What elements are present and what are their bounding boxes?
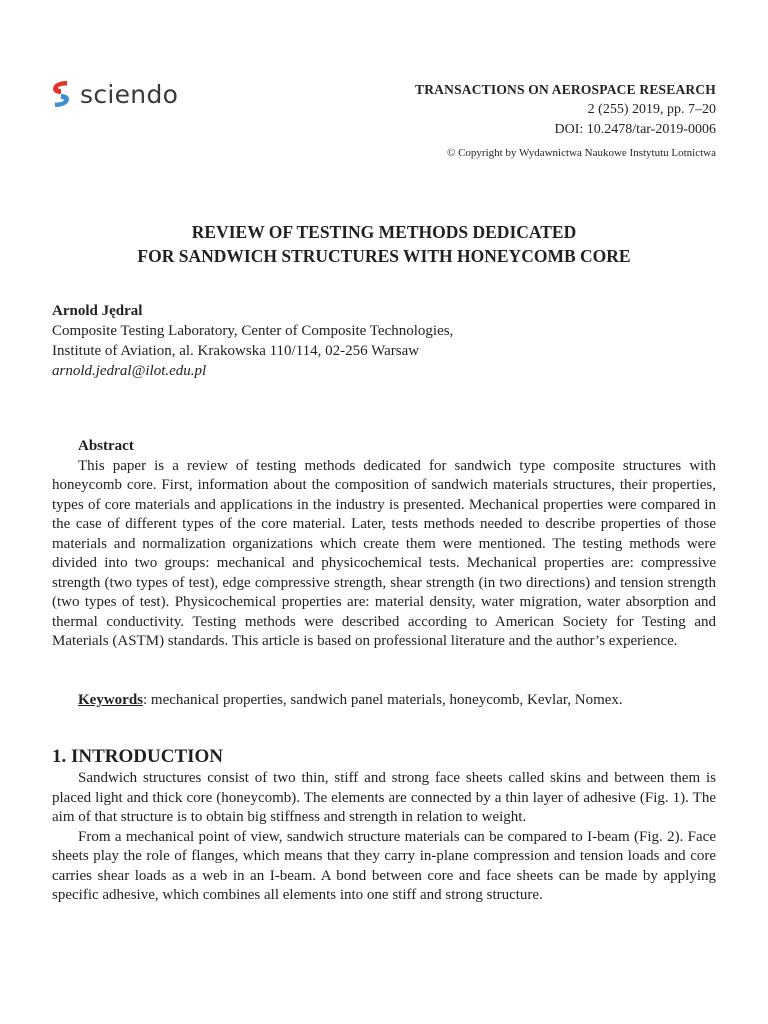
abstract-section bbox=[52, 437, 716, 652]
author-block bbox=[52, 301, 453, 381]
journal-issue: 2 (255) 2019, pp. 7–20 bbox=[587, 102, 716, 117]
author-affiliation-1: Composite Testing Laboratory, Center of Composite Technologies, bbox=[52, 323, 454, 339]
title-line-1: REVIEW OF TESTING METHODS DEDICATED bbox=[191, 222, 577, 242]
section-heading-introduction: 1. INTRODUCTION bbox=[52, 746, 224, 767]
intro-paragraph-1: Sandwich structures consist of two thin, stiff and strong face sheets called skins and between them is placed light and thick core (honeycomb). The elements are connected by a thin layer of adhesive (Fig. 1). The aim of that structure is to obtain big stiffness and strength in relation to weight. bbox=[52, 770, 716, 825]
sciendo-logo-icon bbox=[50, 78, 72, 110]
publisher-logo bbox=[50, 78, 178, 110]
journal-info bbox=[415, 80, 716, 160]
copyright-notice: © Copyright by Wydawnictwa Naukowe Instytutu Lotnictwa bbox=[446, 147, 716, 159]
keywords-label: Keywords bbox=[78, 692, 143, 708]
author-email: arnold.jedral@ilot.edu.pl bbox=[52, 363, 207, 379]
introduction-section bbox=[52, 769, 716, 906]
author-affiliation-2: Institute of Aviation, al. Krakowska 110/114, 02-256 Warsaw bbox=[52, 343, 420, 359]
keywords bbox=[52, 690, 716, 710]
logo-text: sciendo bbox=[80, 79, 179, 109]
journal-doi: DOI: 10.2478/tar-2019-0006 bbox=[554, 122, 716, 137]
title-line-2: FOR SANDWICH STRUCTURES WITH HONEYCOMB CORE bbox=[137, 246, 631, 266]
abstract-heading: Abstract bbox=[78, 438, 134, 454]
intro-paragraph-2: From a mechanical point of view, sandwich structure materials can be compared to I-beam (Fig. 2). Face sheets play the role of flanges, which means that they carry in-plane compression and tension loads and core carries shear loads as a web in an I-beam. A bond between core and face sheets can be made by applying specific adhesive, which combines all elements into one stiff and strong structure. bbox=[52, 828, 716, 903]
abstract-text: This paper is a review of testing methods dedicated for sandwich type composite structures with honeycomb core. First, information about the composition of sandwich materials structures, their properties, types of core materials and applications in the industry is presented. Mechanical properties were compared in the case of different types of the core material. Later, tests methods needed to describe properties of those materials and normalization organizations which create them were mentioned. The testing methods were divided into two groups: mechanical and physicochemical tests. Mechanical properties are: compressive strength (two types of test), edge compressive strength, shear strength (in two directions) and tension strength (two types of test). Physicochemical properties are: material density, water migration, water absorption and thermal conductivity. Testing methods were described according to American Society for Testing and Materials (ASTM) standards. This article is based on professional literature and the author’s experience. bbox=[52, 457, 716, 649]
author-name: Arnold Jędral bbox=[52, 303, 143, 319]
journal-name: TRANSACTIONS ON AEROSPACE RESEARCH bbox=[415, 82, 716, 97]
paper-title bbox=[0, 220, 768, 268]
keywords-text: : mechanical properties, sandwich panel materials, honeycomb, Kevlar, Nomex. bbox=[143, 692, 623, 708]
